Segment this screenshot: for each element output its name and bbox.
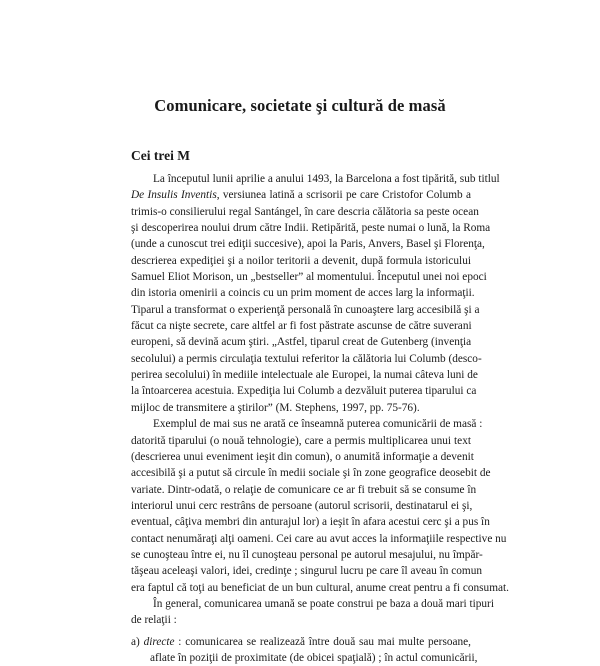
text-segment: europeni, să devină acum ştiri. „Astfel, tiparul creat de Gutenberg (invenţia	[131, 336, 472, 349]
chapter-title: Comunicare, societate şi cultură de masă	[154, 96, 446, 115]
text-segment: La începutul lunii aprilie a anului 1493, la Barcelona a fost tipărită, sub titlul	[153, 173, 500, 185]
text-line	[131, 383, 477, 399]
text-segment: se cunoşteau între ei, nu îl cunoşteau personal pe autorul mesajului, nu împăr-	[131, 548, 483, 561]
text-segment: de relaţii :	[131, 614, 177, 627]
text-line	[131, 580, 509, 596]
text-line	[131, 351, 482, 367]
text-line	[131, 498, 471, 514]
text-line	[131, 449, 474, 465]
text-segment: (unde a cunoscut trei ediţii succesive), apoi la Paris, Anvers, Basel şi Florenţa,	[131, 238, 485, 251]
text-line	[131, 465, 491, 481]
text-line	[131, 514, 490, 530]
text-segment: la întoarcerea acestuia. Expediţia lui Columb a dezvăluit puterea tiparului ca	[131, 385, 477, 398]
text-segment: a)	[131, 635, 144, 648]
text-line	[131, 302, 480, 318]
text-line	[131, 318, 471, 334]
text-segment: perirea secolului) în mediile intelectuale ale Europei, la numai câteva luni de	[131, 369, 478, 382]
text-line	[131, 482, 477, 498]
text-line	[131, 563, 482, 579]
body-text	[131, 171, 509, 666]
text-segment: Exemplul de mai sus ne arată ce înseamnă puterea comunicării de masă :	[153, 418, 483, 431]
text-line	[131, 650, 478, 666]
italic-text: directe	[143, 635, 175, 648]
text-segment: din istoria omenirii a coincis cu un prim moment de acces larg la informaţii.	[131, 287, 475, 300]
text-segment: contact nenumăraţi alţi oameni. Cei care au avut acces la informaţiile respective nu	[131, 532, 507, 545]
italic-text: De Insulis Inventis	[131, 189, 217, 202]
text-segment: : comunicarea se realizează între două sau mai multe persoane,	[174, 635, 471, 648]
text-segment: accesibilă şi a putut să circule în medii sociale şi în zone geografice deosebit de	[131, 467, 491, 480]
text-segment: interiorul unui cerc restrâns de persoane (autorul scrisorii, destinatarul ei şi,	[131, 499, 473, 512]
text-segment: aflate în poziţii de proximitate (de obicei spaţială) ; în actul comunicării,	[150, 651, 478, 664]
text-line	[131, 400, 471, 416]
text-line	[131, 596, 494, 612]
text-line	[131, 253, 471, 269]
text-segment: secolului) a permis circulaţia textului referitor la călătoria lui Columb (desco-	[131, 352, 482, 365]
text-segment: trimis-o consilierului regal Santángel, în care descria călătoria sa peste ocean	[131, 205, 479, 218]
text-line	[131, 612, 471, 628]
text-line	[131, 367, 478, 383]
text-segment: descrierea expediţiei şi a noilor teritorii a devenit, după formula istoricului	[131, 254, 471, 267]
text-segment: tăşeau aceleaşi valori, idei, credinţe ; singurul lucru pe care îl aveau în comun	[131, 565, 482, 578]
text-line	[131, 634, 471, 650]
text-segment: variate. Dintr-odată, o relaţie de comunicare ce ar fi trebuit să se consume în	[131, 483, 477, 496]
text-segment: (descrierea unui eveniment ieşit din comun), o anumită informaţie a devenit	[131, 450, 474, 463]
text-line	[131, 204, 479, 220]
text-segment: datorită tiparului (o nouă tehnologie), care a permis multiplicarea unui text	[131, 434, 471, 447]
text-line	[131, 433, 471, 449]
text-line	[131, 334, 471, 350]
text-line	[131, 236, 485, 252]
text-line	[131, 531, 507, 547]
text-segment: În general, comunicarea umană se poate construi pe baza a două mari tipuri	[153, 597, 494, 610]
section-heading: Cei trei M	[131, 148, 190, 163]
text-segment: , versiunea latină a scrisorii pe care Cristofor Columb a	[216, 189, 471, 202]
text-line	[131, 416, 483, 432]
text-segment: eventual, câţiva membri din anturajul lor) a ieşit în afara acestui cerc şi a pus în	[131, 516, 490, 529]
text-segment: făcut ca nişte secrete, care altfel ar fi fost păstrate ascunse de către suverani	[131, 320, 472, 333]
text-segment: Samuel Eliot Morison, un „bestseller” al momentului. Începutul unei noi epoci	[131, 271, 487, 284]
text-line	[131, 220, 491, 236]
text-line	[131, 187, 471, 203]
text-line	[131, 269, 487, 285]
text-line	[131, 547, 483, 563]
text-segment: era faptul că toţi au beneficiat de un bun cultural, anume creat pentru a fi consumat.	[131, 581, 509, 594]
text-segment: mijloc de transmitere a ştirilor” (M. Stephens, 1997, pp. 75-76).	[131, 401, 420, 414]
text-line	[131, 285, 475, 301]
text-segment: Tiparul a transformat o experienţă personală în cunoaştere larg accesibilă şi a	[131, 303, 480, 316]
text-segment: şi descoperirea noului drum către Indii. Retipărită, peste numai o lună, la Roma	[131, 222, 491, 235]
text-line	[131, 171, 500, 187]
